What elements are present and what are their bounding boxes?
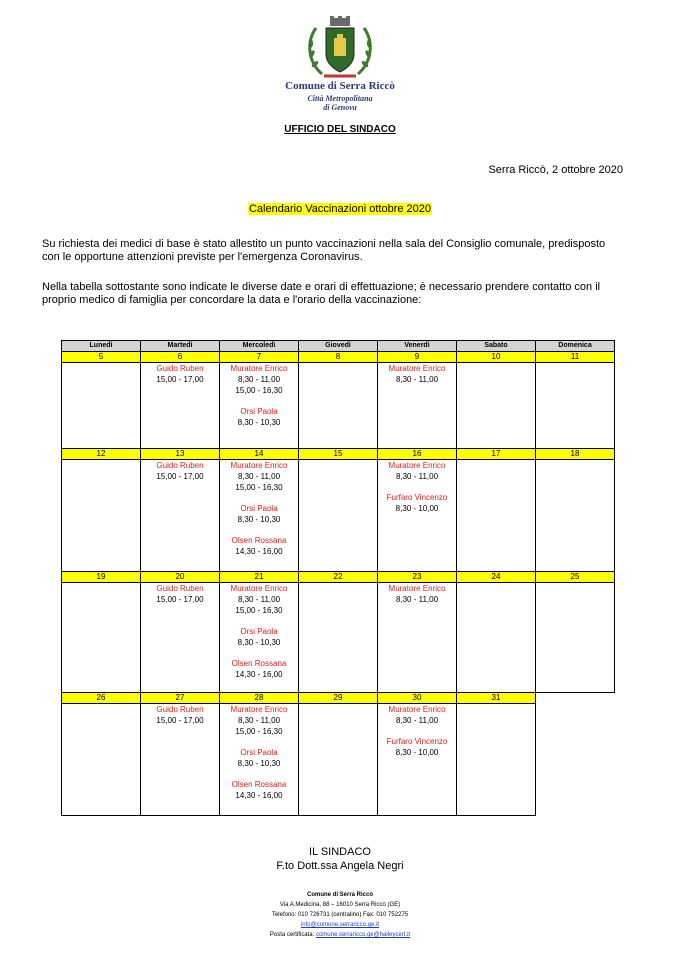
time-slot: 15,00 - 16,30 [235, 606, 283, 615]
date-cell: 13 [141, 449, 220, 460]
time-slot: 8,30 - 10,30 [237, 638, 281, 647]
schedule-cell [141, 460, 220, 572]
doctor-name: Orsi Paola [240, 627, 278, 636]
doctor-name: Muratore Enrico [230, 705, 288, 714]
vaccination-schedule [61, 340, 615, 816]
schedule-cell [536, 583, 615, 693]
weekday-header: Domenica [536, 341, 615, 352]
schedule-cell [457, 363, 536, 449]
doctor-name: Orsi Paola [240, 504, 278, 513]
date-cell: 25 [536, 572, 615, 583]
date-cell: 15 [299, 449, 378, 460]
time-slot: 8,30 - 11,00 [237, 472, 281, 481]
schedule-cell [299, 460, 378, 572]
date-cell: 7 [220, 352, 299, 363]
org-subtitle-line1: Città Metropolitana [307, 94, 373, 103]
schedule-cell [457, 583, 536, 693]
date-cell: 21 [220, 572, 299, 583]
time-slot: 15,00 - 17,00 [156, 595, 204, 604]
date-cell: 5 [62, 352, 141, 363]
schedule-cell [378, 704, 457, 816]
date-row [62, 449, 615, 460]
date-cell: 29 [299, 693, 378, 704]
doctor-name: Guido Ruben [156, 705, 204, 714]
doctor-name: Guido Ruben [156, 461, 204, 470]
schedule-cell [299, 704, 378, 816]
time-slot: 14,30 - 16,00 [235, 670, 283, 679]
schedule-cell [220, 363, 299, 449]
footer-phone: Telefono: 010 726731 (centralino) Fax: 010 752275 [271, 912, 409, 918]
doctor-name: Orsi Paola [240, 748, 278, 757]
schedule-cell [141, 583, 220, 693]
date-cell: 26 [62, 693, 141, 704]
date-cell: 14 [220, 449, 299, 460]
date-cell: 24 [457, 572, 536, 583]
schedule-cell [536, 460, 615, 572]
schedule-cell [220, 583, 299, 693]
calendar-title [0, 203, 680, 215]
doctor-name: Muratore Enrico [388, 705, 446, 714]
instructions-line: proprio medico di famiglia per concordare la data e l'orario della vaccinazione: [42, 294, 422, 306]
schedule-cell [220, 460, 299, 572]
schedule-cell [378, 583, 457, 693]
doctor-name: Furfaro Vincenzo [386, 737, 448, 746]
signature-name: F.to Dott.ssa Angela Negri [276, 860, 404, 872]
date-cell: 18 [536, 449, 615, 460]
org-subtitle [0, 94, 680, 112]
date-cell: 9 [378, 352, 457, 363]
date-cell: 11 [536, 352, 615, 363]
date-cell: 23 [378, 572, 457, 583]
date-cell: 28 [220, 693, 299, 704]
time-slot: 8,30 - 11,00 [395, 716, 439, 725]
weekday-header: Martedì [141, 341, 220, 352]
time-slot: 8,30 - 11,00 [395, 375, 439, 384]
footer-address: Via A.Medicina, 88 – 16010 Serra Riccò (GE) [279, 902, 401, 908]
date-row [62, 572, 615, 583]
schedule-cell [62, 704, 141, 816]
time-slot: 14,30 - 16,00 [235, 791, 283, 800]
date-row [62, 352, 615, 363]
schedule-cell [220, 704, 299, 816]
time-slot: 8,30 - 10,00 [395, 748, 439, 757]
schedule-cell [62, 363, 141, 449]
instructions-paragraph [42, 281, 642, 307]
schedule-row [62, 583, 615, 693]
doctor-name: Guido Ruben [156, 584, 204, 593]
doctor-name: Muratore Enrico [388, 364, 446, 373]
doctor-name: Muratore Enrico [388, 584, 446, 593]
footer-pec-label: Posta certificata: [269, 932, 315, 938]
weekday-header: Lunedì [62, 341, 141, 352]
schedule-cell [536, 363, 615, 449]
date-cell: 22 [299, 572, 378, 583]
time-slot: 8,30 - 11,00 [237, 716, 281, 725]
date-cell: 10 [457, 352, 536, 363]
empty-cell [536, 704, 615, 816]
weekday-header: Sabato [457, 341, 536, 352]
time-slot: 8,30 - 11,00 [395, 472, 439, 481]
doctor-name: Muratore Enrico [230, 461, 288, 470]
office-title: UFFICIO DEL SINDACO [284, 124, 396, 135]
doctor-name: Muratore Enrico [230, 364, 288, 373]
footer-email-link[interactable]: info@comune.serraricco.ge.it [300, 922, 380, 928]
instructions-line: Nella tabella sottostante sono indicate le diverse date e orari di effettuazione; è necessario prendere contatto con il [42, 281, 601, 293]
doctor-name: Muratore Enrico [388, 461, 446, 470]
org-subtitle-line2: di Genova [323, 103, 357, 112]
schedule-cell [378, 363, 457, 449]
time-slot: 8,30 - 10,30 [237, 418, 281, 427]
intro-paragraph [42, 238, 642, 264]
date-cell: 30 [378, 693, 457, 704]
schedule-cell [299, 363, 378, 449]
schedule-row [62, 460, 615, 572]
date-cell: 6 [141, 352, 220, 363]
time-slot: 15,00 - 17,00 [156, 375, 204, 384]
coat-of-arms-logo [300, 14, 380, 82]
time-slot: 14,30 - 16,00 [235, 547, 283, 556]
schedule-cell [141, 704, 220, 816]
weekday-header: Venerdì [378, 341, 457, 352]
doctor-name: Olsen Rossana [231, 659, 287, 668]
schedule-cell [62, 583, 141, 693]
time-slot: 8,30 - 11,00 [237, 375, 281, 384]
time-slot: 8,30 - 11,00 [237, 595, 281, 604]
date-cell: 20 [141, 572, 220, 583]
date-cell: 31 [457, 693, 536, 704]
date-cell: 16 [378, 449, 457, 460]
doctor-name: Olsen Rossana [231, 536, 287, 545]
schedule-cell [378, 460, 457, 572]
empty-cell [536, 693, 615, 704]
time-slot: 15,00 - 16,30 [235, 727, 283, 736]
footer [0, 890, 680, 940]
signature-role: IL SINDACO [309, 846, 371, 858]
schedule-cell [457, 460, 536, 572]
footer-pec-link[interactable]: comune.serraricco.ge@halleycert.it [315, 932, 411, 938]
date-cell: 19 [62, 572, 141, 583]
doctor-name: Olsen Rossana [231, 780, 287, 789]
date-line: Serra Riccò, 2 ottobre 2020 [488, 164, 623, 176]
schedule-cell [457, 704, 536, 816]
time-slot: 15,00 - 17,00 [156, 472, 204, 481]
time-slot: 8,30 - 10,30 [237, 515, 281, 524]
time-slot: 8,30 - 11,00 [395, 595, 439, 604]
doctor-name: Orsi Paola [240, 407, 278, 416]
date-cell: 8 [299, 352, 378, 363]
date-cell: 27 [141, 693, 220, 704]
time-slot: 8,30 - 10,30 [237, 759, 281, 768]
schedule-cell [299, 583, 378, 693]
schedule-cell [62, 460, 141, 572]
weekday-header: Giovedì [299, 341, 378, 352]
doctor-name: Guido Ruben [156, 364, 204, 373]
time-slot: 15,00 - 17,00 [156, 716, 204, 725]
footer-org-name: Comune di Serra Riccò [306, 892, 374, 898]
org-name: Comune di Serra Riccò [285, 80, 395, 92]
time-slot: 15,00 - 16,30 [235, 483, 283, 492]
date-cell: 12 [62, 449, 141, 460]
date-row [62, 693, 615, 704]
calendar-title-text: Calendario Vaccinazioni ottobre 2020 [248, 203, 432, 215]
time-slot: 15,00 - 16,30 [235, 386, 283, 395]
time-slot: 8,30 - 10,00 [395, 504, 439, 513]
intro-line: con le opportune attenzioni previste per l'emergenza Coronavirus. [42, 251, 363, 263]
schedule-cell [141, 363, 220, 449]
weekday-header-row [62, 341, 615, 352]
weekday-header: Mercoledì [220, 341, 299, 352]
doctor-name: Muratore Enrico [230, 584, 288, 593]
date-cell: 17 [457, 449, 536, 460]
schedule-row [62, 363, 615, 449]
intro-line: Su richiesta dei medici di base è stato allestito un punto vaccinazioni nella sala del Consiglio comunale, predisposto [42, 238, 606, 250]
doctor-name: Furfaro Vincenzo [386, 493, 448, 502]
schedule-row [62, 704, 615, 816]
